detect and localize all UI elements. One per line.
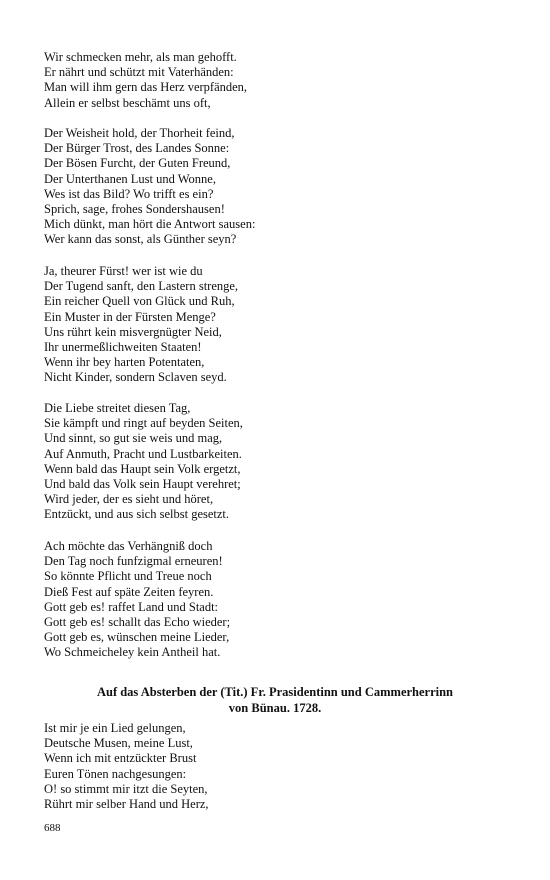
- poem-heading-line-1: Auf das Absterben der (Tit.) Fr. Prasidentinn und Cammerherrinn: [96, 685, 454, 699]
- verse-line: Wird jeder, der es sieht und höret,: [44, 492, 214, 507]
- verse-line: Uns rührt kein misvergnügter Neid,: [44, 324, 222, 339]
- verse-line: Der Weisheit hold, der Thorheit feind,: [44, 126, 235, 140]
- stanza-3: [44, 264, 514, 386]
- verse-line: Auf Anmuth, Pracht und Lustbarkeiten.: [44, 446, 242, 461]
- stanza-4: [44, 401, 514, 523]
- verse-line: Ihr unermeßlichweiten Staaten!: [44, 339, 202, 354]
- verse-line: Der Bürger Trost, des Landes Sonne:: [44, 141, 230, 156]
- poem-heading-line-2: von Bünau. 1728.: [228, 700, 322, 715]
- verse-line: Nicht Kinder, sondern Sclaven seyd.: [44, 370, 227, 385]
- verse-line: Und bald das Volk sein Haupt verehret;: [44, 476, 241, 491]
- verse-line: Sprich, sage, frohes Sondershausen!: [44, 201, 225, 216]
- verse-line: Wes ist das Bild? Wo trifft es ein?: [44, 186, 214, 201]
- verse-line: Und sinnt, so gut sie weis und mag,: [44, 431, 223, 446]
- verse-line: Ist mir je ein Lied gelungen,: [44, 721, 186, 735]
- stanza-1: [44, 50, 514, 111]
- verse-line: Gott geb es! raffet Land und Stadt:: [44, 599, 219, 614]
- stanza-6: [44, 721, 514, 812]
- page-number: 688: [44, 822, 61, 834]
- verse-line: Deutsche Musen, meine Lust,: [44, 736, 193, 751]
- verse-line: Euren Tönen nachgesungen:: [44, 766, 187, 781]
- verse-line: Den Tag noch funfzigmal erneuren!: [44, 554, 223, 569]
- verse-line: Gott geb es! schallt das Echo wieder;: [44, 614, 231, 629]
- verse-line: Wenn ich mit entzückter Brust: [44, 751, 197, 766]
- verse-line: Allein er selbst beschämt uns oft,: [44, 95, 211, 110]
- verse-line: Der Bösen Furcht, der Guten Freund,: [44, 156, 231, 171]
- verse-line: Rührt mir selber Hand und Herz,: [44, 796, 209, 811]
- verse-line: Ein reicher Quell von Glück und Ruh,: [44, 294, 235, 309]
- verse-line: So könnte Pflicht und Treue noch: [44, 569, 212, 584]
- stanza-5: [44, 539, 514, 661]
- verse-line: Entzückt, und aus sich selbst gesetzt.: [44, 507, 230, 522]
- stanza-2: [44, 126, 514, 248]
- verse-line: Dieß Fest auf späte Zeiten feyren.: [44, 584, 214, 599]
- verse-line: Der Tugend sanft, den Lastern strenge,: [44, 279, 239, 294]
- verse-line: O! so stimmt mir itzt die Seyten,: [44, 781, 208, 796]
- verse-line: Ja, theurer Fürst! wer ist wie du: [44, 264, 203, 278]
- verse-line: Die Liebe streitet diesen Tag,: [44, 401, 191, 415]
- poem-heading: [30, 685, 520, 716]
- verse-line: Man will ihm gern das Herz verpfänden,: [44, 80, 248, 95]
- verse-line: Wenn ihr bey harten Potentaten,: [44, 355, 205, 370]
- verse-line: Gott geb es, wünschen meine Lieder,: [44, 630, 230, 645]
- verse-line: Ein Muster in der Fürsten Menge?: [44, 309, 216, 324]
- verse-line: Wenn bald das Haupt sein Volk ergetzt,: [44, 461, 241, 476]
- verse-line: Wer kann das sonst, als Günther seyn?: [44, 232, 237, 247]
- verse-line: Mich dünkt, man hört die Antwort sausen:: [44, 217, 256, 232]
- verse-line: Er nährt und schützt mit Vaterhänden:: [44, 65, 234, 80]
- verse-line: Wir schmecken mehr, als man gehofft.: [44, 50, 237, 64]
- verse-line: Der Unterthanen Lust und Wonne,: [44, 171, 216, 186]
- verse-line: Sie kämpft und ringt auf beyden Seiten,: [44, 416, 243, 431]
- verse-line: Wo Schmeicheley kein Antheil hat.: [44, 645, 221, 660]
- verse-line: Ach möchte das Verhängniß doch: [44, 539, 213, 553]
